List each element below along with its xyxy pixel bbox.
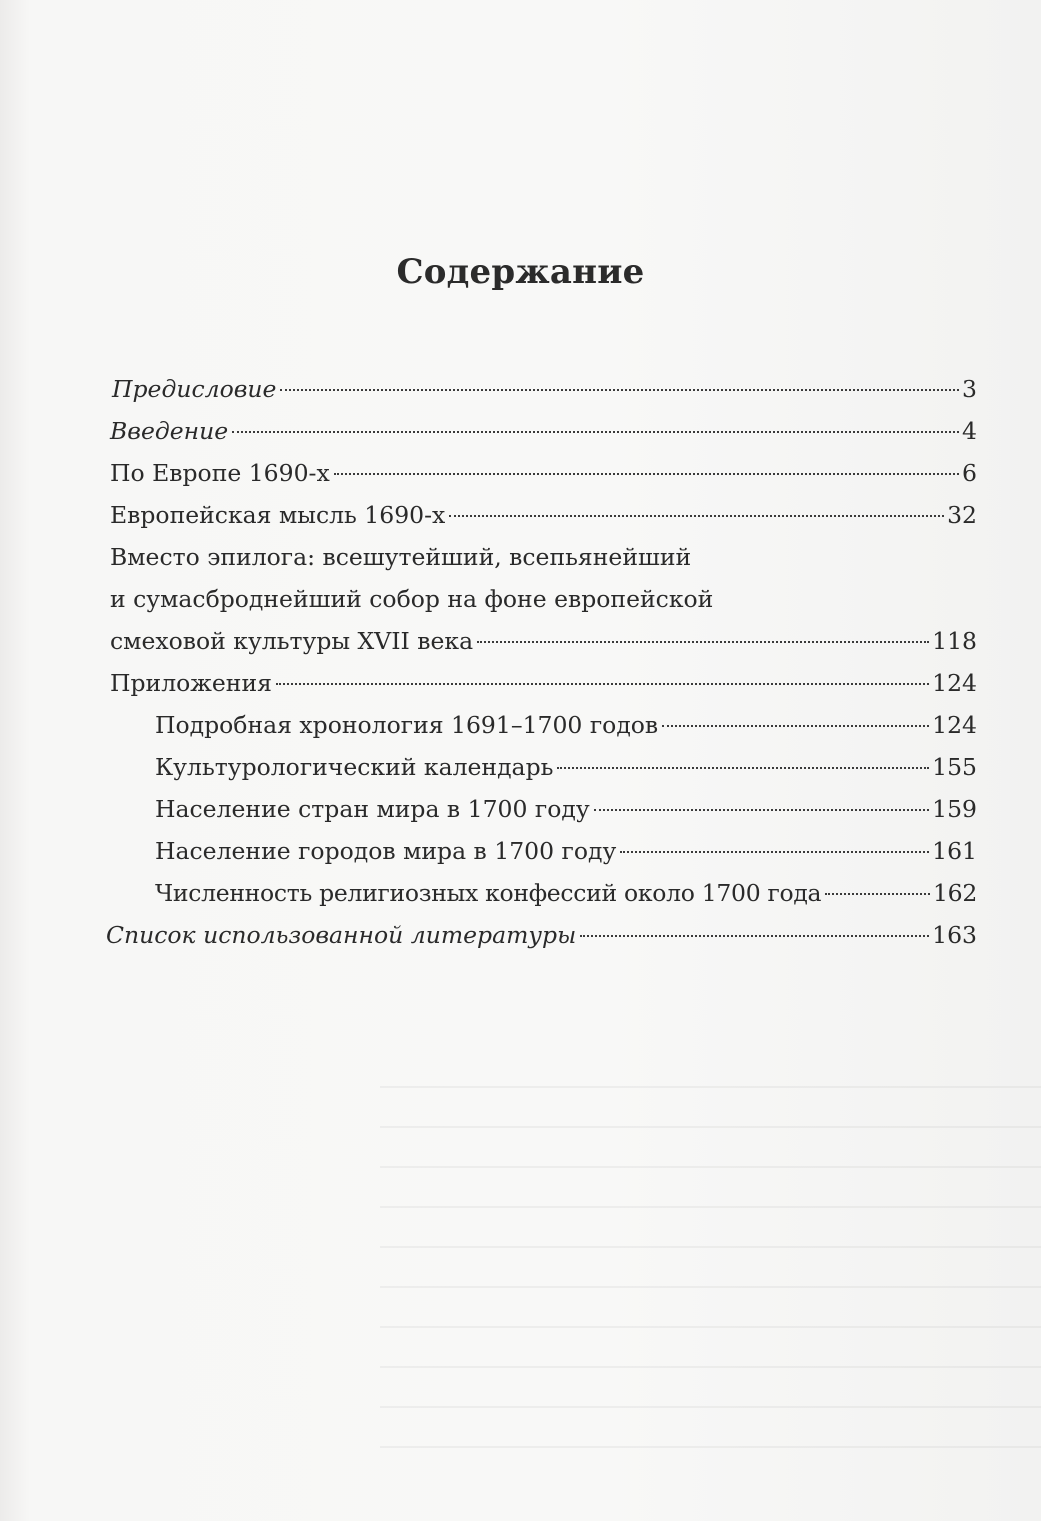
toc-page-number: 118 [932, 627, 977, 655]
dot-leader [662, 725, 929, 727]
show-through-text [380, 1060, 1041, 1480]
toc-subentry[interactable] [155, 794, 977, 824]
toc-entry-label: Список использованной литературы [106, 921, 577, 949]
dot-leader [580, 935, 929, 937]
toc-entry[interactable] [112, 374, 977, 404]
toc-entry-label: Население городов мира в 1700 году [155, 837, 617, 865]
toc-entry[interactable] [106, 920, 977, 950]
toc-page-number: 3 [962, 375, 977, 403]
toc-subentry[interactable] [155, 752, 977, 782]
toc-subentry[interactable] [155, 878, 977, 908]
toc-entry-label: смеховой культуры XVII века [110, 627, 474, 655]
toc-entry-label: По Европе 1690-х [110, 459, 330, 487]
toc-entry[interactable] [110, 500, 977, 530]
toc-page-number: 4 [962, 417, 977, 445]
toc-entry-label: Введение [110, 417, 229, 445]
toc-entry-label: Подробная хронология 1691–1700 годов [155, 711, 659, 739]
toc-page-number: 155 [932, 753, 977, 781]
toc-entry[interactable] [110, 458, 977, 488]
toc-entry-label-line[interactable]: и сумасброднейший собор на фоне европейской [110, 585, 714, 613]
toc-entry-label: Приложения [110, 669, 272, 697]
toc-entry-label: Культурологический календарь [155, 753, 554, 781]
toc-entry-label-line[interactable]: Вместо эпилога: всешутейший, всепьянейший [110, 543, 692, 571]
toc-entry[interactable] [110, 416, 977, 446]
toc-page-number: 124 [932, 711, 977, 739]
toc-entry-label: Предисловие [112, 375, 277, 403]
dot-leader [334, 473, 959, 475]
toc-entry-label: Население стран мира в 1700 году [155, 795, 590, 823]
toc-entry-label: Численность религиозных конфессий около 1700 года [155, 879, 822, 907]
toc-page-number: 6 [962, 459, 977, 487]
dot-leader [232, 431, 959, 433]
toc-page-number: 159 [932, 795, 977, 823]
dot-leader [477, 641, 929, 643]
dot-leader [280, 389, 959, 391]
dot-leader [557, 767, 929, 769]
toc-entry[interactable] [110, 626, 977, 656]
toc-page-number: 124 [932, 669, 977, 697]
dot-leader [449, 515, 944, 517]
page-title: Содержание [396, 252, 645, 292]
dot-leader [620, 851, 929, 853]
dot-leader [825, 893, 930, 895]
toc-page-number: 32 [947, 501, 977, 529]
dot-leader [594, 809, 929, 811]
toc-entry[interactable] [110, 668, 977, 698]
toc-page-number: 162 [933, 879, 977, 907]
toc-page-number: 161 [932, 837, 977, 865]
toc-subentry[interactable] [155, 836, 977, 866]
toc-page-number: 163 [932, 921, 977, 949]
toc-entry-label: Европейская мысль 1690-х [110, 501, 446, 529]
dot-leader [276, 683, 929, 685]
toc-subentry[interactable] [155, 710, 977, 740]
